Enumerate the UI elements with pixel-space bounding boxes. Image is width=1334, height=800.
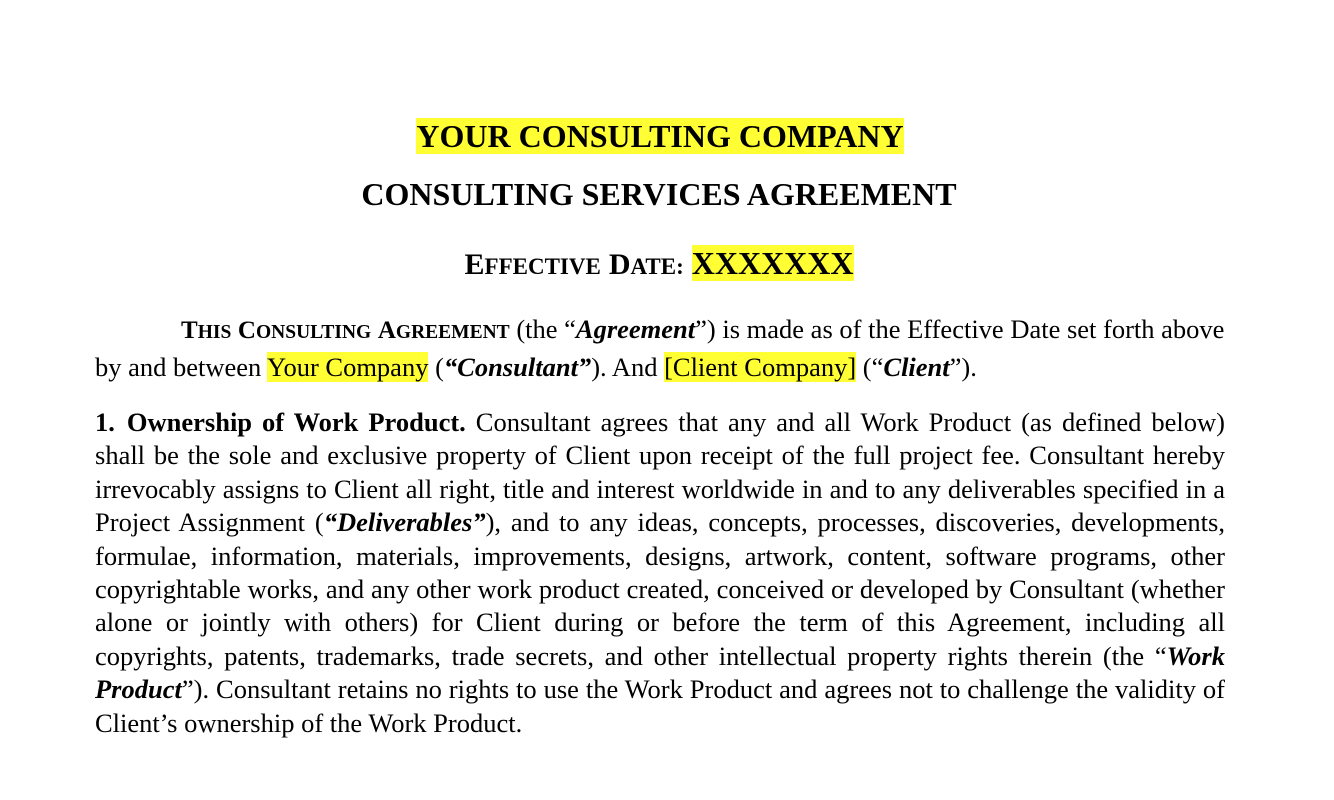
company-name-heading	[0, 116, 1320, 156]
agreement-defined-term: Agreement	[575, 314, 696, 344]
section-number: 1.	[95, 407, 115, 437]
agreement-title: CONSULTING SERVICES AGREEMENT	[361, 176, 957, 212]
deliverables-defined-term: “Deliverables”	[323, 507, 486, 538]
effective-date-value: XXXXXXX	[691, 245, 854, 281]
consultant-company-highlight: Your Company	[266, 352, 429, 382]
client-company-highlight: [Client Company]	[664, 352, 857, 382]
section-1-ownership: 1. Ownership of Work Product. Consultant agrees that any and all Work Product (as defined below) shall be the sole and exclusive property of Client upon receipt of the full project fee. Consultant hereby irrevocably assigns to Client all right, title and interest worldwide in and to any deliverables specified in a Project Assignment (“Deliverables”), and to any ideas, concepts, processes, discoveries, developments, formulae, information, materials, improvements, designs, artwork, content, software programs, other copyrightable works, and any other work product created, conceived or developed by Consultant (whether alone or jointly with others) for Client during or before the term of this Agreement, including all copyrights, patents, trademarks, trade secrets, and other intellectual property rights therein (the “Work Product”). Consultant retains no rights to use the Work Product and agrees not to challenge the validity of Client’s ownership of the Work Product.	[95, 407, 1225, 738]
client-defined-term: Client	[883, 352, 950, 382]
company-name-highlight: YOUR CONSULTING COMPANY	[416, 118, 904, 154]
section-heading: Ownership of Work Product.	[126, 407, 466, 437]
consultant-defined-term: “Consultant”	[443, 352, 592, 382]
work-product-defined-term: Work Product	[95, 640, 1225, 705]
effective-date-line	[0, 243, 1318, 287]
intro-paragraph: THIS CONSULTING AGREEMENT (the “Agreement”) is made as of the Effective Date set forth above by and between Your Company (“Consultant”). And [Client Company] (“Client”).	[95, 314, 1225, 382]
intro-lead-in: THIS CONSULTING AGREEMENT	[181, 317, 510, 344]
effective-date-label: EFFECTIVE DATE:	[464, 248, 684, 281]
